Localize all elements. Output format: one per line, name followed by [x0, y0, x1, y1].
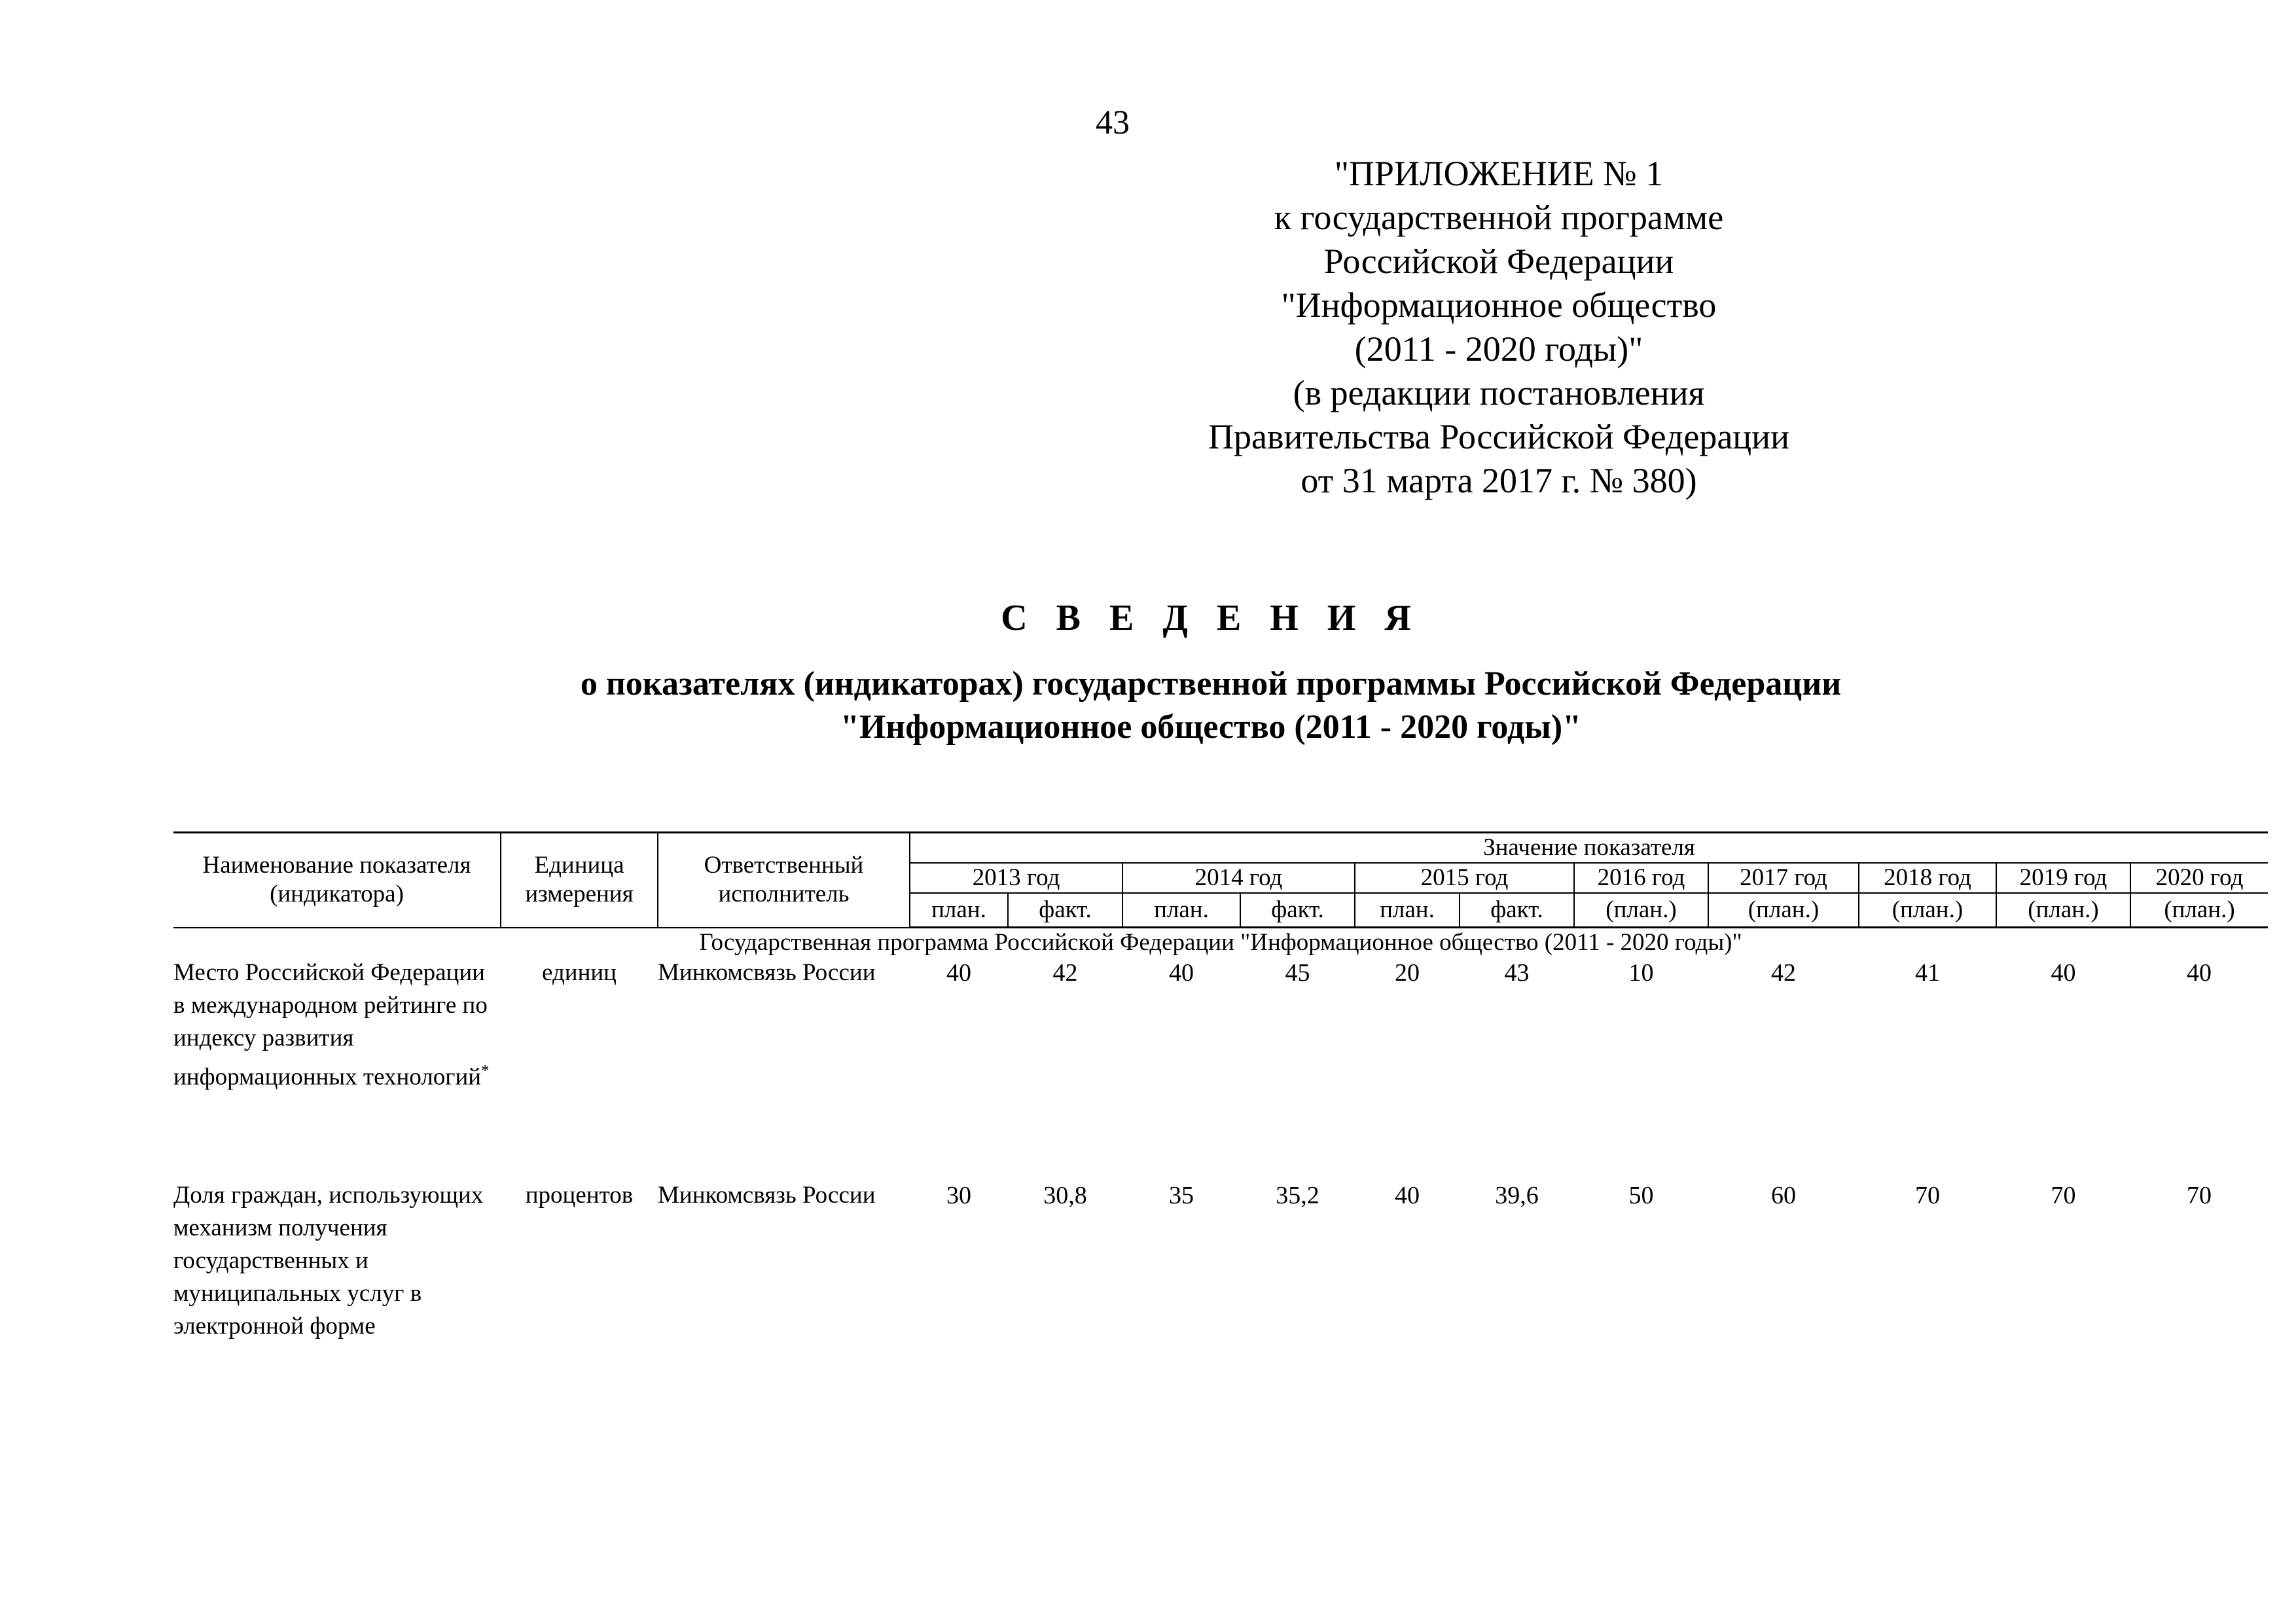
header-fact: факт. — [1240, 893, 1355, 928]
header-year-2014: 2014 год — [1122, 863, 1355, 893]
header-plan: (план.) — [2130, 893, 2268, 928]
value-cell: 70 — [2187, 1182, 2212, 1209]
table-row — [173, 1179, 2268, 1382]
header-plan: (план.) — [1996, 893, 2130, 928]
indicator-unit: процентов — [525, 1182, 634, 1209]
document-title: С В Е Д Е Н И Я — [1001, 598, 1421, 638]
value-cell: 50 — [1628, 1182, 1654, 1209]
header-year-2018: 2018 год — [1859, 863, 1996, 893]
value-cell: 10 — [1628, 959, 1654, 987]
indicator-name — [173, 1179, 501, 1382]
value-cell: 20 — [1395, 959, 1420, 987]
indicator-name — [173, 957, 501, 1179]
header-executor: Ответственный исполнитель — [658, 833, 910, 928]
value-cell: 43 — [1504, 959, 1530, 987]
appendix-line: "Информационное общество — [1281, 285, 1717, 325]
value-cell: 70 — [2051, 1182, 2076, 1209]
header-name: Наименование показателя (индикатора) — [173, 833, 501, 928]
appendix-line: от 31 марта 2017 г. № 380) — [1300, 461, 1697, 500]
value-cell: 30,8 — [1043, 1182, 1087, 1209]
indicator-name-text: Доля граждан, использующих механизм получения государственных и муниципальных услуг в электронной форме — [173, 1182, 484, 1340]
header-year-2015: 2015 год — [1355, 863, 1574, 893]
header-year-2016: 2016 год — [1574, 863, 1708, 893]
appendix-line: Правительства Российской Федерации — [1208, 417, 1789, 456]
table-row — [173, 957, 2268, 1179]
header-plan: (план.) — [1859, 893, 1996, 928]
section-title: Государственная программа Российской Федерации "Информационное общество (2011 - 2020 годы)" — [699, 929, 1742, 956]
value-cell: 35,2 — [1276, 1182, 1319, 1209]
header-year-2013: 2013 год — [910, 863, 1122, 893]
value-cell: 40 — [1169, 959, 1194, 987]
appendix-line: к государственной программе — [1274, 198, 1724, 237]
header-unit: Единица измерения — [501, 833, 658, 928]
header-fact: факт. — [1460, 893, 1574, 928]
value-cell: 42 — [1771, 959, 1796, 987]
value-cell: 41 — [1915, 959, 1940, 987]
value-cell: 60 — [1771, 1182, 1796, 1209]
header-plan: (план.) — [1574, 893, 1708, 928]
value-cell: 30 — [946, 1182, 971, 1209]
appendix-line: "ПРИЛОЖЕНИЕ № 1 — [1334, 154, 1664, 193]
header-plan: план. — [1122, 893, 1240, 928]
document-subtitle — [0, 663, 2296, 749]
header-year-2020: 2020 год — [2130, 863, 2268, 893]
value-cell: 40 — [2051, 959, 2076, 987]
header-fact: факт. — [1008, 893, 1122, 928]
value-cell: 40 — [946, 959, 971, 987]
footnote-mark: * — [481, 1063, 490, 1080]
appendix-line: (2011 - 2020 годы)" — [1354, 329, 1643, 369]
indicator-name-text: Место Российской Федерации в международном рейтинге по индексу развития информационных технологий — [173, 959, 488, 1091]
appendix-block — [1067, 152, 1931, 503]
value-cell: 35 — [1169, 1182, 1194, 1209]
header-year-2017: 2017 год — [1708, 863, 1859, 893]
indicators-table — [173, 831, 2268, 1382]
indicator-executor: Минкомсвязь России — [658, 959, 876, 986]
subtitle-line: о показателях (индикаторах) государственной программы Российской Федерации — [580, 665, 1842, 702]
page-number: 43 — [1096, 104, 1130, 141]
value-cell: 70 — [1915, 1182, 1940, 1209]
subtitle-line: "Информационное общество (2011 - 2020 годы)" — [840, 708, 1581, 746]
header-year-2019: 2019 год — [1996, 863, 2130, 893]
value-cell: 39,6 — [1495, 1182, 1539, 1209]
indicator-executor: Минкомсвязь России — [658, 1182, 876, 1209]
value-cell: 45 — [1285, 959, 1310, 987]
header-plan: план. — [1355, 893, 1460, 928]
appendix-line: (в редакции постановления — [1293, 373, 1705, 412]
indicator-unit: единиц — [542, 959, 617, 986]
header-plan: план. — [910, 893, 1008, 928]
value-cell: 40 — [1395, 1182, 1420, 1209]
header-plan: (план.) — [1708, 893, 1859, 928]
header-value-group: Значение показателя — [910, 833, 2268, 864]
value-cell: 40 — [2187, 959, 2212, 987]
appendix-line: Российской Федерации — [1323, 242, 1674, 281]
value-cell: 42 — [1052, 959, 1078, 987]
